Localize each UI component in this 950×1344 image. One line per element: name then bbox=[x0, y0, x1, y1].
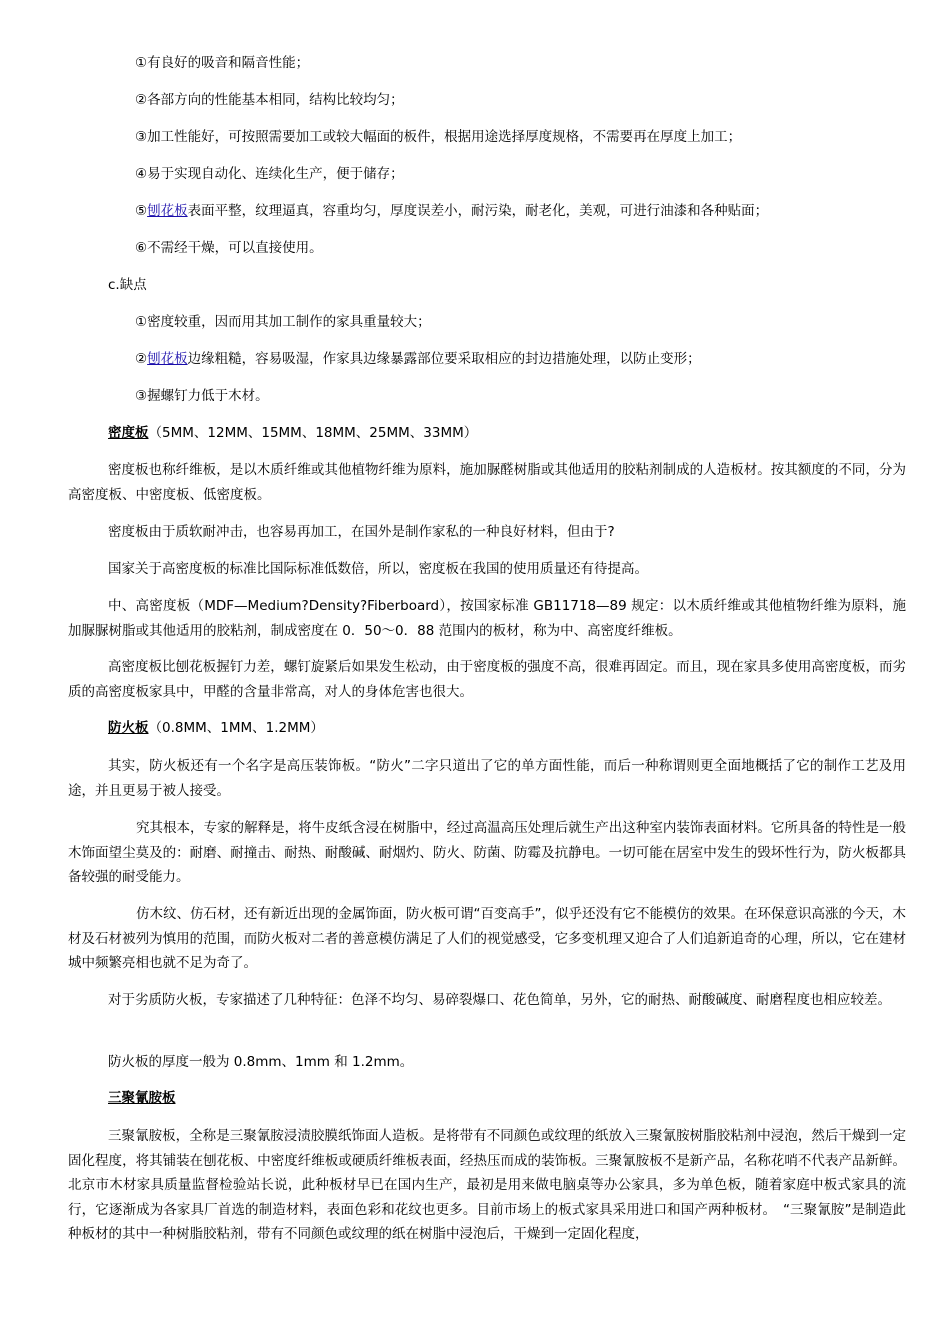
disadvantage-item-2-text: 边缘粗糙，容易吸湿，作家具边缘暴露部位要采取相应的封边措施处理，以防止变形； bbox=[187, 351, 701, 367]
melamine-paragraph-1: 三聚氰胺板，全称是三聚氰胺浸渍胶膜纸饰面人造板。是将带有不同颜色或纹理的纸放入三聚氰胺树脂胶粘剂中浸泡，然后干燥到一定固化程度，将其铺装在刨花板、中密度纤维板或硬质纤维板表面，经热压而成的装饰板。三聚氰胺板不是新产品，名称花哨不代表产品新鲜。北京市木材家具质量监督检验站长说，此种板材早已在国内生产，最初是用来做电脑桌等办公家具，多为单色板，随着家庭中板式家具的流行，它逐渐成为各家具厂首选的制造材料，表面色彩和花纹也更多。目前市场上的板式家具采用进口和国产两种板材。 “三聚氰胺”是制造此种板材的其中一种树脂胶粘剂，带有不同颜色或纹理的纸在树脂中浸泡后，干燥到一定固化程度， bbox=[68, 1128, 906, 1242]
advantage-item-1: ①有良好的吸音和隔音性能； bbox=[135, 55, 310, 71]
melamine-heading bbox=[108, 1088, 176, 1108]
mdf-title: 密度板 bbox=[108, 425, 149, 441]
disadvantage-item-2-prefix: ② bbox=[135, 351, 148, 367]
mdf-paragraph-4: 中、高密度板（MDF—Medium?Density?Fiberboard），按国家标准 GB11718—89 规定：以木质纤维或其他植物纤维为原料，施加脲脲树脂或其他适用的胶粘剂，制成密度在 0．50～0．88 范围内的板材，称为中、高密度纤维板。 bbox=[68, 598, 906, 639]
fireboard-title: 防火板 bbox=[108, 720, 149, 736]
particleboard-link[interactable]: 刨花板 bbox=[147, 351, 188, 367]
disadvantage-item-2 bbox=[135, 349, 701, 369]
fireboard-paragraph-3: 仿木纹、仿石材，还有新近出现的金属饰面，防火板可谓“百变高手”，似乎还没有它不能模仿的效果。在环保意识高涨的今天，木材及石材被列为慎用的范围，而防火板对二者的善意模仿满足了人们的视觉感受，它多变机理又迎合了人们追新追奇的心理，所以，它在建材城中频繁亮相也就不足为奇了。 bbox=[68, 906, 906, 971]
advantage-item-5-prefix: ⑤ bbox=[135, 203, 148, 219]
advantage-item-6: ⑥不需经干燥，可以直接使用。 bbox=[135, 240, 323, 256]
advantage-item-3: ③加工性能好，可按照需要加工或较大幅面的板件，根据用途选择厚度规格，不需要再在厚度上加工； bbox=[135, 129, 742, 145]
mdf-paragraph-3: 国家关于高密度板的标准比国际标准低数倍，所以，密度板在我国的使用质量还有待提高。 bbox=[108, 561, 648, 577]
advantage-item-5-text: 表面平整，纹理逼真，容重均匀，厚度误差小，耐污染，耐老化，美观，可进行油漆和各种贴面； bbox=[187, 203, 769, 219]
fireboard-sizes: （0.8MM、1MM、1.2MM） bbox=[148, 720, 324, 736]
fireboard-paragraph-2: 究其根本，专家的解释是，将牛皮纸含浸在树脂中，经过高温高压处理后就生产出这种室内装饰表面材料。它所具备的特性是一般木饰面望尘莫及的：耐磨、耐撞击、耐热、耐酸碱、耐烟灼、防火、防菌、防霉及抗静电。一切可能在居室中发生的毁坏性行为，防火板都具备较强的耐受能力。 bbox=[68, 820, 906, 885]
fireboard-paragraph-5: 防火板的厚度一般为 0.8mm、1mm 和 1.2mm。 bbox=[108, 1054, 414, 1070]
mdf-heading bbox=[108, 423, 477, 443]
advantage-item-5 bbox=[135, 201, 768, 221]
mdf-paragraph-1: 密度板也称纤维板，是以木质纤维或其他植物纤维为原料，施加脲醛树脂或其他适用的胶粘剂制成的人造板材。按其额度的不同，分为高密度板、中密度板、低密度板。 bbox=[68, 462, 906, 503]
disadvantage-item-3: ③握螺钉力低于木材。 bbox=[135, 388, 269, 404]
fireboard-heading bbox=[108, 718, 324, 738]
mdf-sizes: （5MM、12MM、15MM、18MM、25MM、33MM） bbox=[148, 425, 478, 441]
fireboard-paragraph-1: 其实，防火板还有一个名字是高压装饰板。“防火”二字只道出了它的单方面性能，而后一种称谓则更全面地概括了它的制作工艺及用途，并且更易于被人接受。 bbox=[68, 758, 906, 799]
mdf-paragraph-2: 密度板由于质软耐冲击，也容易再加工，在国外是制作家私的一种良好材料，但由于? bbox=[108, 524, 615, 540]
advantage-item-2: ②各部方向的性能基本相同，结构比较均匀； bbox=[135, 92, 404, 108]
particleboard-link[interactable]: 刨花板 bbox=[147, 203, 188, 219]
advantage-item-4: ④易于实现自动化、连续化生产，便于储存； bbox=[135, 166, 404, 182]
disadvantages-heading: c.缺点 bbox=[108, 277, 147, 293]
fireboard-paragraph-4: 对于劣质防火板，专家描述了几种特征：色泽不均匀、易碎裂爆口、花色简单，另外，它的耐热、耐酸碱度、耐磨程度也相应较差。 bbox=[108, 992, 891, 1008]
melamine-title: 三聚氰胺板 bbox=[108, 1090, 176, 1106]
disadvantage-item-1: ①密度较重，因而用其加工制作的家具重量较大； bbox=[135, 314, 431, 330]
mdf-paragraph-5: 高密度板比刨花板握钉力差，螺钉旋紧后如果发生松动，由于密度板的强度不高，很难再固定。而且，现在家具多使用高密度板，而劣质的高密度板家具中，甲醛的含量非常高，对人的身体危害也很大。 bbox=[68, 659, 906, 700]
